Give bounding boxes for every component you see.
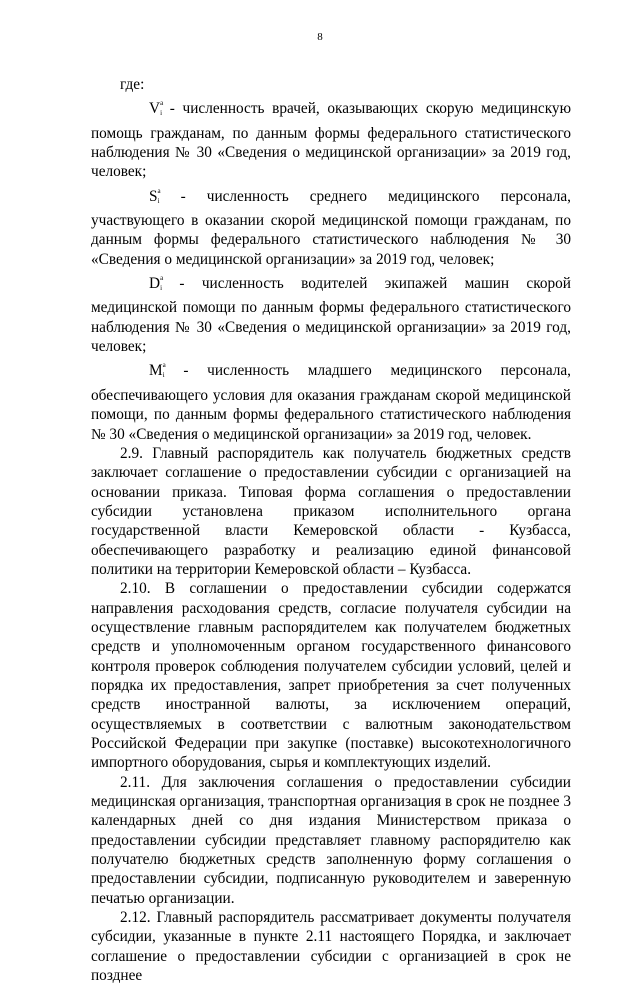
document-body	[91, 75, 571, 985]
formula-symbol: $S^a_i$	[149, 186, 161, 205]
formula-symbol: $D^a_i$	[149, 274, 164, 293]
paragraph-2-9: 2.9. Главный распорядитель как получатель бюджетных средств заключает соглашение о предоставлении субсидии с организацией на основании приказа. Типовая форма соглашения о предоставлении субсидии установлена приказом исполнительного органа государственной власти Кемеровской области - Кузбасса, обеспечивающего разработку и реализацию единой финансовой политики на территории Кемеровской области – Кузбасса.	[91, 444, 571, 578]
definition-text: - численность водителей экипажей машин скорой медицинской помощи по данным формы федерального статистического наблюдения № 30 «Сведения о медицинской организации» за 2019 год, человек;	[91, 275, 571, 356]
paragraph-2-10: 2.10. В соглашении о предоставлении субсидии содержатся направления расходования средств, согласие получателя субсидии на осуществление главным распорядителем как получателем бюджетных средств и уполномоченным органом государственного финансового контроля проверок соблюдения получателем субсидии условий, целей и порядка их предоставления, запрет приобретения за счет полученных средств иностранной валюты, за исключением операций, осуществляемых в соответствии с валютным законодательством Российской Федерации при закупке (поставке) высокотехнологичного импортного оборудования, сырья и комплектующих изделий.	[91, 580, 571, 772]
intro-text: где:	[120, 76, 145, 93]
definition-text: - численность врачей, оказывающих скорую медицинскую помощь гражданам, по данным формы федерального статистического наблюдения № 30 «Сведения о медицинской организации» за 2019 год, человек;	[91, 100, 571, 181]
formula-symbol: $V^a_i$	[149, 99, 164, 118]
definition-junior-staff	[91, 356, 571, 443]
definition-drivers	[91, 269, 571, 356]
formula-symbol: $M^a_i$	[149, 361, 166, 380]
page-number: 8	[317, 31, 323, 43]
definition-nurses	[91, 182, 571, 269]
paragraph-2-12: 2.12. Главный распорядитель рассматривает документы получателя субсидии, указанные в пункте 2.11 настоящего Порядка, и заключает соглашение о предоставлении субсидии с организацией в срок не позднее	[91, 909, 571, 985]
definition-doctors	[91, 94, 571, 181]
definition-text: - численность младшего медицинского персонала, обеспечивающего условия для оказания гражданам скорой медицинской помощи, по данным формы федерального статистического наблюдения № 30 «Сведения о медицинской организации» за 2019 год, человек.	[91, 362, 571, 443]
paragraph-2-11: 2.11. Для заключения соглашения о предоставлении субсидии медицинская организация, транспортная организация в срок не позднее 3 календарных дней со дня издания Министерством приказа о предоставлении субсидии представляет главному распорядителю как получателю бюджетных средств заполненную форму соглашения о предоставлении субсидии, подписанную руководителем и заверенную печатью организации.	[91, 773, 571, 907]
definition-text: - численность среднего медицинского персонала, участвующего в оказании скорой медицинской помощи гражданам, по данным формы федерального статистического наблюдения № 30 «Сведения о медицинской организации» за 2019 год, человек;	[91, 187, 571, 268]
